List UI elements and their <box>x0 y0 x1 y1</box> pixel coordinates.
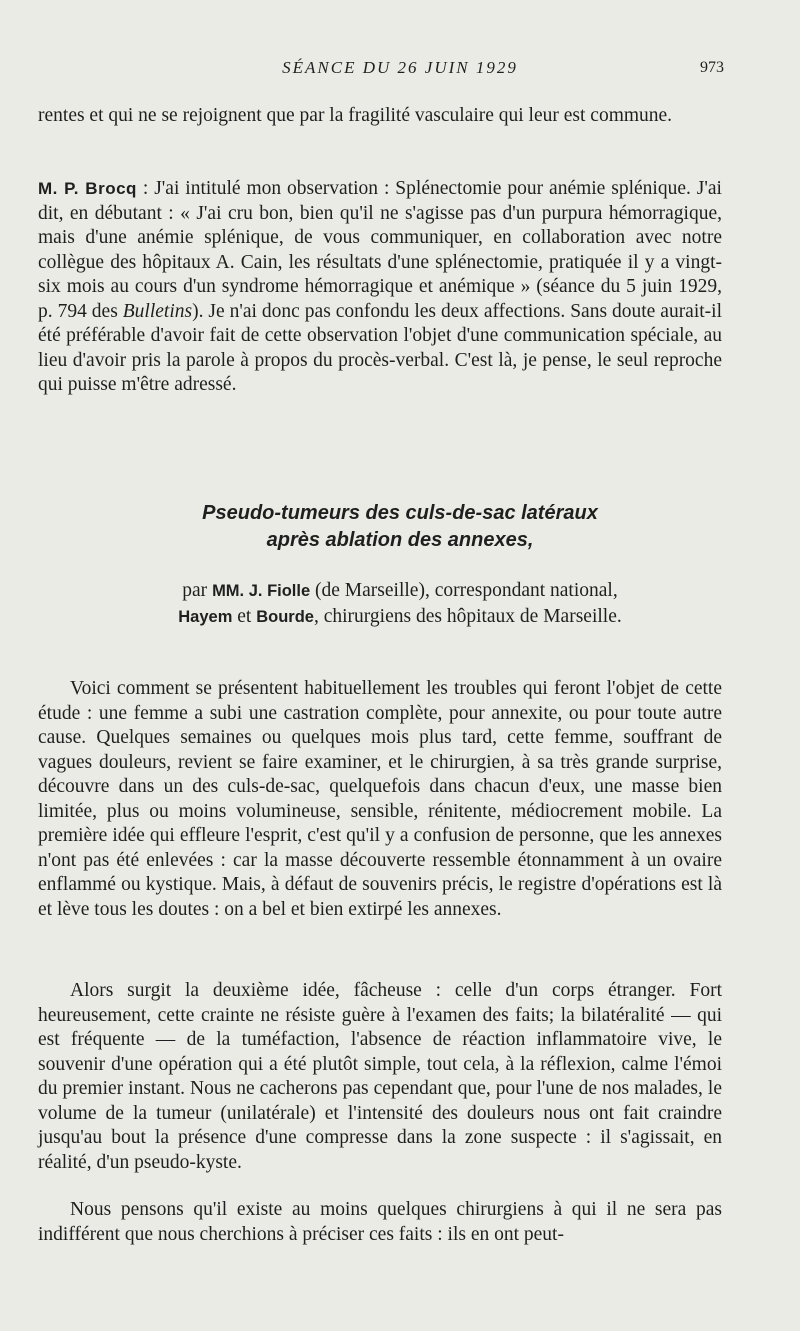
header-title: SÉANCE DU 26 JUIN 1929 <box>282 58 518 77</box>
article-title-line1: Pseudo-tumeurs des culs-de-sac latéraux <box>202 502 598 524</box>
author-fiolle: MM. J. Fiolle <box>212 582 311 600</box>
paragraph-brocq <box>38 177 722 398</box>
paragraph-continuation: rentes et qui ne se rejoignent que par la fragilité vasculaire qui leur est commune. <box>38 105 673 126</box>
byline-et: et <box>232 606 257 627</box>
byline-line2 <box>0 604 800 630</box>
paragraph-text: : J'ai intitulé mon observation : Splénectomie pour anémie splénique. J'ai dit, en débutant : « J'ai cru bon, bien qu'il ne s'agisse pas d'un purpura hémorragique, mais d'une anémie splénique, de vous communiquer, en collaboration avec notre collègue des hôpitaux A. Cain, les résultats d'une splénectomie, pratiquée il y a vingt-six mois au cours d'un syndrome hémorragique et anémique » (séance du 5 juin 1929, p. 794 des <box>38 178 722 322</box>
author-bourde: Bourde <box>256 608 314 626</box>
italic-citation: Bulletins <box>122 300 193 322</box>
page-number: 973 <box>700 59 724 76</box>
speaker-name: M. P. Brocq <box>38 179 137 198</box>
paragraph-surgeons: Nous pensons qu'il existe au moins quelques chirurgiens à qui il ne sera pas indifférent que nous cherchions à préciser ces faits : ils en ont peut- <box>38 1199 722 1245</box>
paragraph-second-idea: Alors surgit la deuxième idée, fâcheuse : celle d'un corps étranger. Fort heureusement, cette crainte ne résiste guère à l'examen des faits; la bilatéralité — qui est fréquente — de la tuméfaction, l'absence de réaction inflammatoire vive, le souvenir d'une opération qui a été plutôt simple, tout cela, à la réflexion, calme l'émoi du premier instant. Nous ne cacherons pas cependant que, pour l'une de nos malades, le volume de la tumeur (unilatérale) et l'intensité des douleurs nous ont fait craindre jusqu'au bout la présence d'une compresse dans la zone suspecte : il s'agissait, en réalité, d'un pseudo-kyste. <box>38 980 722 1173</box>
paragraph-text-end: ). Je n'ai donc pas confondu les deux affections. Sans doute aurait-il été préférable d'avoir fait de cette observation l'objet d'une communication spéciale, au lieu d'avoir pris la parole à propos du procès-verbal. C'est là, je pense, le seul reproche qui puisse m'être adressé. <box>38 300 723 395</box>
article-title <box>0 500 800 554</box>
paragraph-intro: Voici comment se présentent habituellement les troubles qui feront l'objet de cette étude : une femme a subi une castration complète, pour annexite, ou pour toute autre cause. Quelques semaines ou quelques mois plus tard, cette femme, souffrant de vagues douleurs, revient se faire examiner, et le chirurgien, à sa très grande surprise, découvre dans un des culs-de-sac, quelquefois dans chacun d'eux, une masse bien limitée, plus ou moins volumineuse, sensible, rénitente, médiocrement mobile. La première idée qui effleure l'esprit, c'est qu'il y a confusion de personne, que les annexes n'ont pas été enlevées : car la masse découverte ressemble étonnamment à un ovaire enflammé ou kystique. Mais, à défaut de souvenirs précis, le registre d'opérations est là et lève tous les doutes : on a bel et bien extirpé les annexes. <box>38 678 722 920</box>
byline-par: par <box>182 580 213 601</box>
affiliation-2: , chirurgiens des hôpitaux de Marseille. <box>313 606 622 627</box>
author-hayem: Hayem <box>178 608 233 626</box>
byline-line1 <box>0 578 800 604</box>
affiliation-1: (de Marseille), correspondant national, <box>310 580 618 601</box>
article-byline <box>0 578 800 630</box>
article-title-line2: après ablation des annexes, <box>266 529 534 551</box>
running-header <box>0 58 800 84</box>
